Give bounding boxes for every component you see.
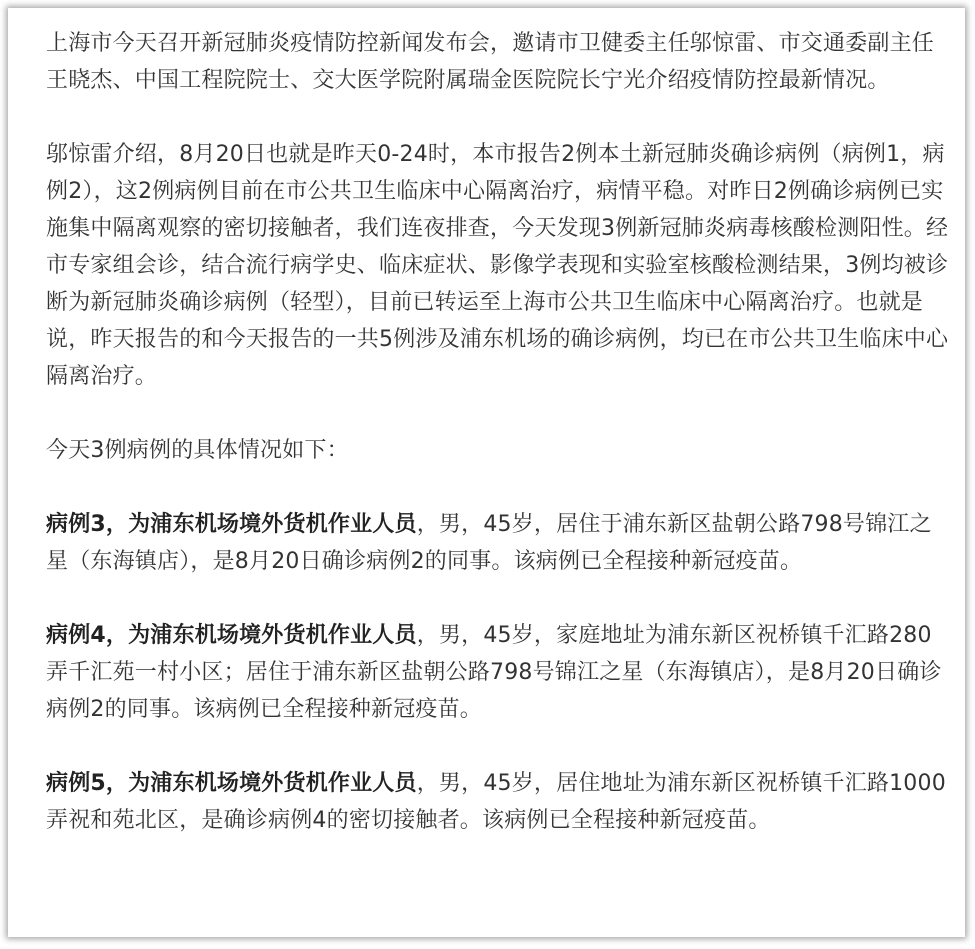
case-5-heading: 病例5，为浦东机场境外货机作业人员 <box>46 771 417 796</box>
case-3-heading: 病例3，为浦东机场境外货机作业人员 <box>46 512 417 537</box>
briefing-paragraph: 邬惊雷介绍，8月20日也就是昨天0-24时，本市报告2例本土新冠肺炎确诊病例（病例1，病例2），这2例病例目前在市公共卫生临床中心隔离治疗，病情平稳。对昨日2例确诊病例已实施集中隔离观察的密切接触者，我们连夜排查，今天发现3例新冠肺炎病毒核酸检测阳性。经市专家组会诊，结合流行病学史、临床症状、影像学表现和实验室核酸检测结果，3例均被诊断为新冠肺炎确诊病例（轻型），目前已转运至上海市公共卫生临床中心隔离治疗。也就是说，昨天报告的和今天报告的一共5例涉及浦东机场的确诊病例，均已在市公共卫生临床中心隔离治疗。 <box>46 142 949 389</box>
case-3-paragraph <box>46 506 951 580</box>
intro-paragraph: 上海市今天召开新冠肺炎疫情防控新闻发布会，邀请市卫健委主任邬惊雷、市交通委副主任王晓杰、中国工程院院士、交大医学院附属瑞金医院院长宁光介绍疫情防控最新情况。 <box>46 31 935 93</box>
article-body <box>46 25 951 839</box>
cases-intro-paragraph: 今天3例病例的具体情况如下： <box>46 438 349 463</box>
case-3-detail: ，男，45岁，居住于浦东新区盐朝公路798号锦江之星（东海镇店），是8月20日确诊病例2的同事。该病例已全程接种新冠疫苗。 <box>46 512 932 574</box>
article-frame <box>8 8 965 937</box>
case-4-detail: ，男，45岁，家庭地址为浦东新区祝桥镇千汇路280弄千汇苑一村小区；居住于浦东新区盐朝公路798号锦江之星（东海镇店），是8月20日确诊病例2的同事。该病例已全程接种新冠疫苗。 <box>46 623 942 722</box>
case-5-detail: ，男，45岁，居住地址为浦东新区祝桥镇千汇路1000弄祝和苑北区，是确诊病例4的密切接触者。该病例已全程接种新冠疫苗。 <box>46 771 946 833</box>
case-4-heading: 病例4，为浦东机场境外货机作业人员 <box>46 623 417 648</box>
case-4-paragraph <box>46 617 951 728</box>
case-5-paragraph <box>46 765 951 839</box>
